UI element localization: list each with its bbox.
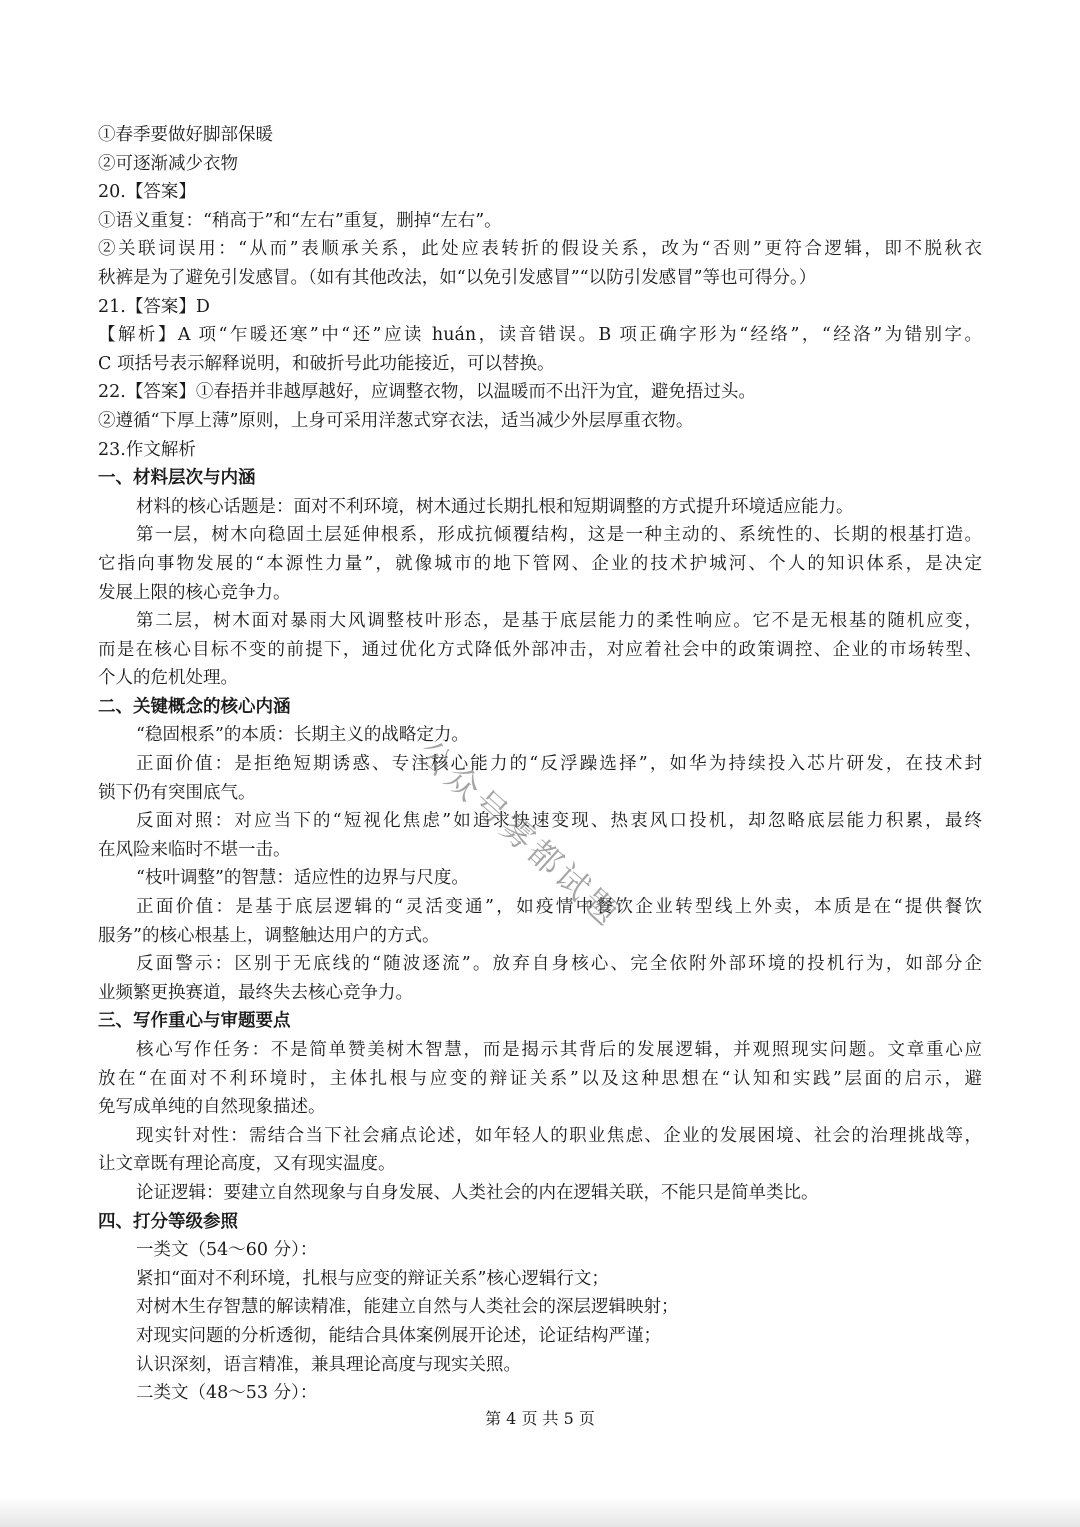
section-heading: 一、材料层次与内涵 (98, 468, 256, 489)
text-line: 核心写作任务：不是简单赞美树木智慧，而是揭示其背后的发展逻辑，并观照现实问题。文章重心应 (136, 1040, 982, 1060)
section-heading: 三、写作重心与审题要点 (98, 1011, 291, 1032)
text-line: 反面警示：区别于无底线的“随波逐流”。放弃自身核心、完全依附外部环境的投机行为，如部分企 (136, 954, 982, 975)
text-line: 秋裤是为了避免引发感冒。（如有其他改法，如“以免引发感冒”“以防引发感冒”等也可得分。） (98, 267, 817, 288)
watermark: 公众号雾都试题 (409, 732, 629, 935)
text-line: ②遵循“下厚上薄”原则，上身可采用洋葱式穿衣法，适当减少外层厚重衣物。 (98, 410, 694, 431)
text-line: 而是在核心目标不变的前提下，通过优化方式降低外部冲击，对应着社会中的政策调控、企业的市场转型、 (98, 639, 982, 660)
page-footer: 第 4 页 共 5 页 (485, 1409, 595, 1428)
text-line: 【解析】A 项“乍暖还寒”中“还”应读 huán，读音错误。B 项正确字形为“经络”，“经洛”为错别字。 (98, 325, 982, 346)
text-line: 第二层，树木面对暴雨大风调整枝叶形态，是基于底层能力的柔性响应。它不是无根基的随机应变， (136, 611, 982, 632)
text-line: 免写成单纯的自然现象描述。 (98, 1097, 326, 1118)
text-line: 20.【答案】 (98, 182, 196, 203)
text-line: 论证逻辑：要建立自然现象与自身发展、人类社会的内在逻辑关联，不能只是简单类比。 (136, 1182, 819, 1203)
section-heading: 二、关键概念的核心内涵 (98, 696, 291, 717)
text-line: ②可逐渐减少衣物 (98, 153, 238, 174)
text-line: 21.【答案】D (98, 296, 210, 317)
text-line: 服务”的核心根基上，调整触达用户的方式。 (98, 925, 440, 946)
text-line: 认识深刻，语言精准，兼具理论高度与现实关照。 (136, 1354, 521, 1375)
text-line: 放在“在面对不利环境时，主体扎根与应变的辩证关系”以及这种思想在“认知和实践”层面的启示，避 (98, 1068, 982, 1089)
text-line: 对树木生存智慧的解读精准，能建立自然与人类社会的深层逻辑映射； (136, 1297, 679, 1318)
text-line: ①语义重复：“稍高于”和“左右”重复，删掉“左右”。 (98, 210, 502, 231)
text-line: 现实针对性：需结合当下社会痛点论述，如年轻人的职业焦虑、企业的发展困境、社会的治理挑战等， (136, 1125, 982, 1146)
text-line: 锁下仍有突围底气。 (98, 782, 256, 803)
text-line: “枝叶调整”的智慧：适应性的边界与尺度。 (136, 868, 469, 889)
text-line: 正面价值：是基于底层逻辑的“灵活变通”，如疫情中餐饮企业转型线上外卖，本质是在“提供餐饮 (136, 897, 982, 918)
text-line: 对现实问题的分析透彻，能结合具体案例展开论述，论证结构严谨； (136, 1325, 661, 1346)
document-body (98, 121, 982, 1408)
text-line: 第一层，树木向稳固土层延伸根系，形成抗倾覆结构，这是一种主动的、系统性的、长期的根基打造。 (136, 525, 982, 546)
scan-shadow (0, 1497, 1080, 1527)
text-line: 业频繁更换赛道，最终失去核心竞争力。 (98, 982, 413, 1003)
text-line: 个人的危机处理。 (98, 668, 238, 689)
text-line: 一类文（54～60 分）： (136, 1240, 318, 1261)
text-line: 23.作文解析 (98, 439, 196, 460)
text-line: C 项括号表示解释说明，和破折号此功能接近，可以替换。 (98, 353, 555, 374)
text-line: 反面对照：对应当下的“短视化焦虑”如追求快速变现、热衷风口投机，却忽略底层能力积累，最终 (136, 811, 982, 832)
text-line: 让文章既有理论高度，又有现实温度。 (98, 1154, 396, 1175)
section-heading: 四、打分等级参照 (98, 1211, 238, 1232)
text-line: “稳固根系”的本质：长期主义的战略定力。 (136, 725, 469, 746)
text-line: 正面价值：是拒绝短期诱惑、专注核心能力的“反浮躁选择”，如华为持续投入芯片研发，在技术封 (136, 754, 982, 775)
text-line: ②关联词误用：“从而”表顺承关系，此处应表转折的假设关系，改为“否则”更符合逻辑，即不脱秋衣 (98, 239, 982, 260)
text-line: 材料的核心话题是：面对不利环境，树木通过长期扎根和短期调整的方式提升环境适应能力。 (136, 496, 854, 517)
text-line: 二类文（48～53 分）： (136, 1383, 318, 1404)
text-line: 发展上限的核心竞争力。 (98, 582, 291, 603)
text-line: 紧扣“面对不利环境，扎根与应变的辩证关系”核心逻辑行文； (136, 1268, 609, 1289)
text-line: 22.【答案】①春捂并非越厚越好，应调整衣物，以温暖而不出汗为宜，避免捂过头。 (98, 382, 756, 403)
text-line: 它指向事物发展的“本源性力量”，就像城市的地下管网、企业的技术护城河、个人的知识体系，是决定 (98, 553, 982, 574)
text-line: 在风险来临时不堪一击。 (98, 839, 291, 860)
text-line: ①春季要做好脚部保暖 (98, 125, 273, 145)
